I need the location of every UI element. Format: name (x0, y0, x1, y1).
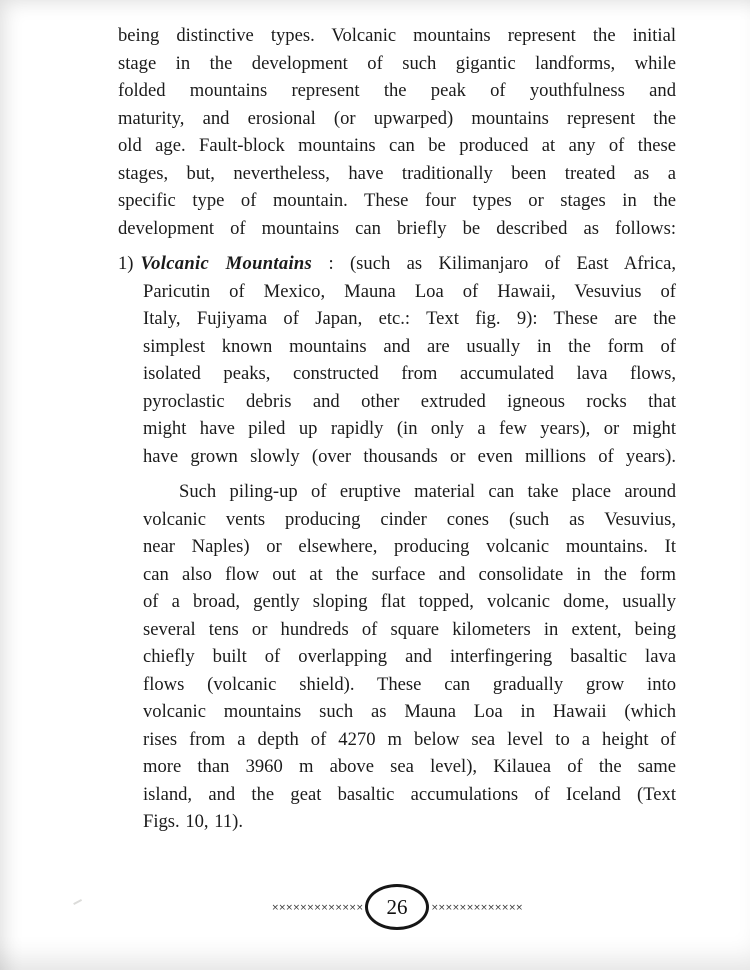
text-line: have grown slowly (over thousands or even millions of years). (143, 445, 676, 467)
page-number-badge (365, 884, 429, 930)
text-line: maturity, and erosional (or upwarped) mountains represent the (118, 107, 676, 129)
text-block (118, 22, 676, 836)
text-line: being distinctive types. Volcanic mountains represent the initial (118, 25, 676, 46)
text-line: island, and the geat basaltic accumulations of Iceland (Text (143, 783, 676, 805)
text-line: near Naples) or elsewhere, producing volcanic mountains. It (143, 536, 676, 557)
text-line: flows (volcanic shield). These can gradually grow into (143, 673, 676, 695)
page-footer (118, 884, 676, 930)
text-line: volcanic vents producing cinder cones (such as Vesuvius, (143, 508, 676, 530)
list-term: Volcanic Mountains (140, 253, 313, 274)
paragraph-intro (118, 22, 676, 242)
ornament-line-right-icon: ××××××××××××× (431, 902, 523, 913)
text-line: specific type of mountain. These four types or stages in the (118, 190, 676, 211)
list-first-line (118, 250, 676, 278)
text-line: several tens or hundreds of square kilometers in extent, being (143, 618, 676, 640)
text-line: stage in the development of such gigantic landforms, while (118, 52, 676, 74)
paragraph-piling-up (118, 478, 676, 836)
text-line: folded mountains represent the peak of youthfulness and (118, 80, 676, 101)
text-line: simplest known mountains and are usually in the form of (143, 335, 676, 357)
list-item-volcanic-mountains (118, 250, 676, 470)
text-line: Figs. 10, 11). (143, 811, 243, 832)
text-line: Paricutin of Mexico, Mauna Loa of Hawaii, Vesuvius of (143, 280, 676, 302)
text-line: more than 3960 m above sea level), Kilauea of the same (143, 756, 676, 777)
text-line: of a broad, gently sloping flat topped, volcanic dome, usually (143, 591, 676, 612)
scan-artifact (73, 899, 82, 905)
text-line: pyroclastic debris and other extruded igneous rocks that (143, 390, 676, 412)
text-line: development of mountains can briefly be described as follows: (118, 217, 676, 239)
text-line: old age. Fault-block mountains can be produced at any of these (118, 135, 676, 156)
text-line: can also flow out at the surface and consolidate in the form (143, 563, 676, 585)
text-line: chiefly built of overlapping and interfingering basaltic lava (143, 646, 676, 667)
page-number: 26 (386, 894, 408, 919)
text-line: volcanic mountains such as Mauna Loa in Hawaii (which (143, 701, 676, 722)
text-line: rises from a depth of 4270 m below sea level to a height of (143, 728, 676, 750)
text-line: isolated peaks, constructed from accumulated lava flows, (143, 363, 676, 384)
list-marker: 1) (118, 253, 134, 274)
text-line: stages, but, nevertheless, have traditionally been treated as a (118, 162, 676, 184)
list-continuation (143, 278, 676, 471)
text-line: Such piling-up of eruptive material can take place around (179, 481, 676, 502)
text-line: might have piled up rapidly (in only a few years), or might (143, 418, 676, 439)
ornament-line-left-icon: ××××××××××××× (271, 902, 363, 913)
text-line: Italy, Fujiyama of Japan, etc.: Text fig. 9): These are the (143, 308, 676, 329)
list-first-line-rest: : (such as Kilimanjaro of East Africa, (312, 253, 676, 274)
